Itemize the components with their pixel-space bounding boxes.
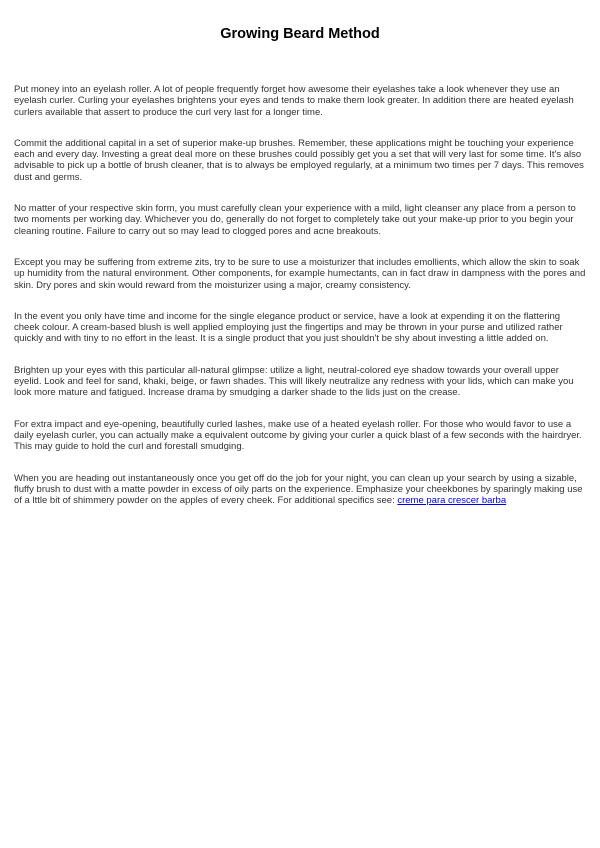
paragraph-5: In the event you only have time and income for the single elegance product or service, have a look at expending it on the flattering cheek colour. A cream-based blush is well applied employing just the fingertips and may be thrown in your purse and utilized rather quickly and with tiny to no effort in the least. It is a single product that you just shouldn't be shy about investing a little added on. <box>14 310 563 345</box>
paragraph-6: Brighten up your eyes with this particular all-natural glimpse: utilize a light, neutral-colored eye shadow towards your overall upper eyelid. Look and feel for sand, khaki, beige, or fawn shades. This will likely neutralize any redness with your lids, which can make you look more mature and fatigued. Increase drama by smudging a darker shade to the lids just on the crease. <box>14 364 574 399</box>
paragraph-8 <box>14 473 586 507</box>
paragraph-4: Except you may be suffering from extreme zits, try to be sure to use a moisturizer that includes emollients, which allow the skin to soak up humidity from the natural environment. Other components, for example humectants, can in fact draw in dampness with the pores and skin. Dry pores and skin would reward from the moisturizer using a major, creamy consistency. <box>14 256 586 291</box>
document-title: Growing Beard Method <box>220 26 380 42</box>
paragraph-3: No matter of your respective skin form, you must carefully clean your experience with a mild, light cleanser any place from a person to two moments per working day. Whichever you do, generally do not forget to completely take out your make-up prior to you begin your cleaning routine. Failure to carry out so may lead to clogged pores and acne breakouts. <box>14 203 576 237</box>
paragraph-8-text: When you are heading out instantaneously once you get off do the job for your night, you can clean up your search by using a sizable, fluffy brush to dust with a matte powder in excess of oily parts on the experience. Emphasize your cheekbones by sparingly making use of a lttle bit of shimmery powder on the apples of every cheek. For additional specifics see: <box>14 472 583 507</box>
paragraph-2: Commit the additional capital in a set of superior make-up brushes. Remember, these applications might be touching your experience each and every day. Investing a great deal more on these brushes could possibly get you a set that will very last for some time. It's also advisable to pick up a bottle of brush cleaner, that is to always be employed regularly, at a minimum two times per 7 days. This removes dust and germs. <box>14 137 584 183</box>
paragraph-7: For extra impact and eye-opening, beautifully curled lashes, make use of a heated eyelash roller. For those who would favor to use a daily eyelash curler, you can actually make a equivalent outcome by giving your curler a quick blast of a few seconds with the hairdryer. This may guide to hold the curl and forestall smudging. <box>14 418 582 453</box>
document-body <box>14 84 586 526</box>
creme-para-crescer-barba-link[interactable]: creme para crescer barba <box>397 495 507 507</box>
paragraph-1: Put money into an eyelash roller. A lot of people frequently forget how awesome their eyelashes take a look whenever they use an eyelash curler. Curling your eyelashes brightens your eyes and tends to make them look greater. In addition there are heated eyelash curlers available that assert to produce the curl very last for a longer time. <box>14 84 574 118</box>
